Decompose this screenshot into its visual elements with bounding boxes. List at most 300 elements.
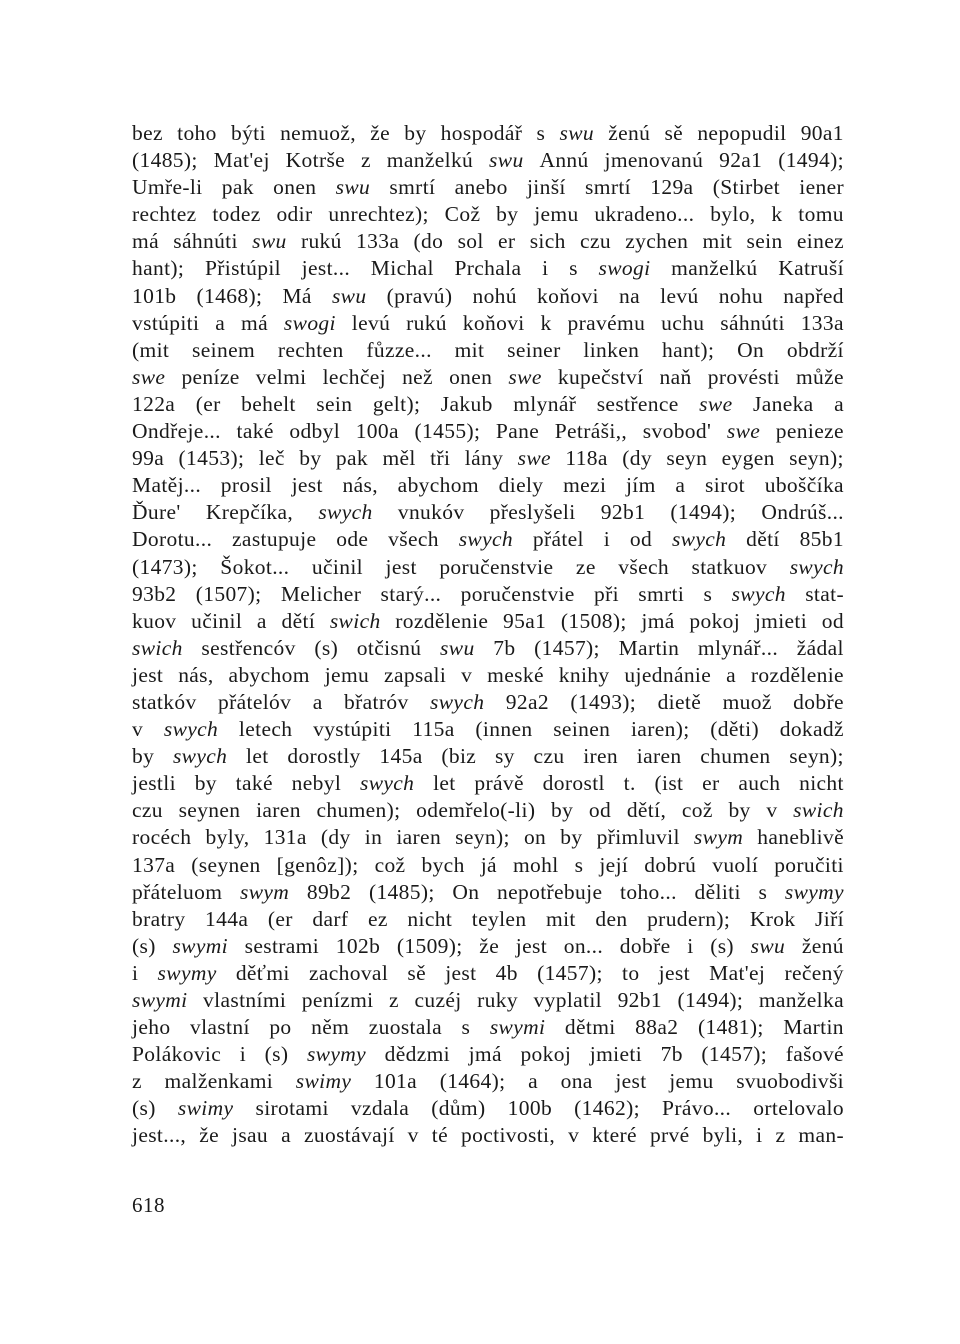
italic-word: swich	[793, 798, 844, 823]
word: Ondrúš...	[761, 500, 844, 525]
word: (1457);	[537, 960, 603, 985]
word: mit	[454, 337, 485, 362]
word: jest	[658, 960, 690, 985]
word: její	[599, 852, 629, 877]
word: (s)	[314, 635, 339, 660]
word: (1494);	[778, 148, 844, 173]
italic-word: swych	[731, 581, 786, 606]
italic-word: swogi	[598, 256, 651, 281]
word: Polákovic	[132, 1042, 222, 1067]
word: sestrami	[244, 933, 320, 958]
word: koňovi	[462, 310, 525, 335]
word: 131a	[263, 825, 307, 850]
word: provésti	[707, 364, 780, 389]
italic-word: swu	[489, 148, 524, 173]
word: (dy	[622, 446, 652, 471]
word: todez	[212, 202, 261, 227]
word: Kotrše	[285, 148, 346, 173]
word: er	[498, 229, 516, 254]
word: by	[299, 446, 322, 471]
word: poručenstvie	[439, 554, 554, 579]
word: Janeka	[752, 391, 814, 416]
word: ženú	[801, 933, 844, 958]
word: koňovi	[537, 283, 599, 308]
word: iren	[583, 744, 619, 769]
word: knihy	[558, 662, 610, 687]
word: statkuov	[691, 554, 768, 579]
word: statkóv	[132, 689, 197, 714]
word: toho...	[620, 879, 677, 904]
text-line	[132, 906, 844, 933]
word: a	[281, 1123, 291, 1148]
word: behelt	[241, 391, 296, 416]
text-line	[132, 554, 844, 581]
word: (dům)	[431, 1096, 486, 1121]
word: 144a	[205, 906, 249, 931]
italic-word: swymy	[157, 960, 217, 985]
word: i	[542, 256, 549, 281]
word: jemu	[534, 202, 579, 227]
word: fůzze...	[366, 337, 432, 362]
word: jím	[625, 473, 656, 498]
word: zapsali	[384, 662, 447, 687]
word: 92a2	[505, 689, 549, 714]
word: letech	[238, 717, 293, 742]
word: (s)	[132, 933, 156, 958]
word: sol	[457, 229, 484, 254]
word: 93b2	[132, 581, 177, 606]
word: (s)	[264, 1042, 289, 1067]
word: dětmi	[564, 1015, 616, 1040]
word: Michal	[370, 256, 434, 281]
word: by	[404, 121, 427, 145]
word: nicht	[799, 771, 844, 796]
word: zychen	[625, 229, 689, 254]
word: haneblivě	[757, 825, 844, 850]
word: 122a	[132, 391, 176, 416]
word: ortelovalo	[753, 1096, 844, 1121]
word: byli,	[702, 1123, 744, 1148]
word: (1493);	[570, 689, 637, 714]
word: cuzéj	[414, 988, 462, 1012]
text-line	[132, 987, 844, 1014]
italic-word: swych	[430, 689, 485, 714]
word: sestřence	[596, 391, 679, 416]
word: bratry	[132, 906, 186, 931]
italic-word: swimy	[295, 1069, 352, 1094]
word: 92b1	[600, 500, 646, 525]
word: jest	[445, 960, 477, 985]
word: (1453);	[178, 446, 245, 471]
word: by	[728, 798, 751, 823]
word: On	[737, 337, 765, 362]
word: ona	[560, 1069, 593, 1094]
word: 145a	[379, 744, 423, 769]
word: sáhnúti	[720, 310, 785, 335]
word: onen	[449, 364, 493, 389]
word: jest	[385, 554, 417, 579]
word: v	[461, 662, 473, 687]
italic-word: swych	[163, 717, 219, 742]
italic-word: swymy	[306, 1042, 367, 1067]
word: Pane	[495, 419, 540, 444]
word: lechčej	[322, 364, 386, 389]
word: malženkami	[164, 1069, 274, 1094]
word: ode	[336, 527, 369, 552]
word: (dy	[320, 825, 351, 850]
word: vuolí	[712, 852, 759, 877]
word: mezi	[563, 473, 607, 498]
word: s	[758, 879, 768, 904]
word: a	[312, 689, 323, 714]
text-line	[132, 174, 844, 201]
italic-word: swych	[359, 771, 415, 796]
word: seyn);	[789, 744, 844, 769]
word: což	[374, 852, 406, 877]
word: než	[402, 364, 433, 389]
italic-word: swych	[789, 554, 844, 579]
word: 102b	[335, 933, 381, 958]
word: sirotami	[255, 1096, 329, 1121]
word: ruky	[477, 988, 518, 1012]
text-line	[132, 581, 844, 608]
word: er	[702, 771, 720, 796]
text-line	[132, 201, 844, 228]
text-line	[132, 960, 844, 987]
word: czu	[132, 798, 163, 823]
word: 133a	[800, 310, 844, 335]
text-line	[132, 1014, 844, 1041]
word: Jakub	[440, 391, 493, 416]
word: odir	[276, 202, 313, 227]
word: t.	[623, 771, 636, 796]
word: dietě	[657, 689, 702, 714]
word: eygen	[721, 446, 775, 471]
word: jestli	[132, 771, 176, 796]
word: ženú	[608, 121, 651, 145]
word: unrechtez);	[328, 202, 429, 227]
word: uchu	[661, 310, 705, 335]
word: dětí	[281, 608, 316, 633]
word: jest	[615, 1069, 647, 1094]
word: Umře-li	[132, 175, 203, 200]
word: že	[479, 933, 500, 958]
word: v	[407, 1123, 419, 1148]
text-line	[132, 499, 844, 526]
word: abychom	[397, 473, 479, 498]
word: on	[523, 825, 547, 850]
word: rechten	[277, 337, 344, 362]
word: i	[756, 1123, 763, 1148]
word: má	[132, 229, 159, 254]
word: vlastními	[203, 988, 287, 1012]
word: Matěj...	[132, 473, 202, 498]
italic-word: swu	[440, 635, 475, 660]
word: rukú	[406, 310, 447, 335]
word: (mit	[132, 337, 170, 362]
word: bez	[132, 121, 163, 145]
text-line	[132, 689, 844, 716]
word: bylo,	[710, 202, 756, 227]
word: s	[703, 581, 713, 606]
word: odemřelo(-li)	[416, 798, 536, 823]
word: (innen	[475, 717, 533, 742]
word: seinem	[192, 337, 256, 362]
word: jest...	[301, 256, 351, 281]
word: Má	[282, 283, 312, 308]
text-line	[132, 797, 844, 824]
word: nepotřebuje	[497, 879, 603, 904]
word: lány	[464, 446, 504, 471]
word: teylen	[471, 906, 527, 931]
word: chumen);	[316, 798, 401, 823]
word: (1508);	[560, 608, 627, 633]
word: nohu	[718, 283, 764, 308]
word: 90a1	[800, 121, 844, 145]
word: dobře	[793, 689, 844, 714]
word: ez	[368, 906, 388, 931]
word: že	[199, 1123, 219, 1148]
word: nepopudil	[697, 121, 787, 145]
word: byly,	[205, 825, 250, 850]
word: i	[603, 527, 611, 552]
text-line	[132, 418, 844, 445]
word: Martin	[618, 635, 680, 660]
word: (1481);	[697, 1015, 764, 1040]
word: ukradeno...	[594, 202, 695, 227]
word: po	[269, 1015, 292, 1040]
word: fašové	[785, 1042, 844, 1067]
word: obdrží	[786, 337, 844, 362]
word: nohú	[472, 283, 517, 308]
word: prosil	[220, 473, 272, 498]
word: mlynář	[513, 391, 577, 416]
word: děliti	[694, 879, 741, 904]
word: jmieti	[589, 1042, 643, 1067]
word: ujednánie	[624, 662, 712, 687]
italic-word: swu	[331, 283, 367, 308]
word: anebo	[454, 175, 508, 200]
italic-word: swogi	[283, 310, 336, 335]
word: poručiti	[774, 852, 844, 877]
word: on...	[563, 933, 604, 958]
word: seyn	[666, 446, 708, 471]
text-line	[132, 337, 844, 364]
word: zachoval	[308, 960, 389, 985]
text-line	[132, 852, 844, 879]
word: pravému	[567, 310, 646, 335]
text-line	[132, 1068, 844, 1095]
text-line	[132, 120, 844, 147]
italic-word: swich	[329, 608, 381, 633]
word: nás,	[178, 662, 214, 687]
word: rocéch	[132, 825, 192, 850]
word: diely	[498, 473, 544, 498]
word: z	[360, 148, 371, 173]
italic-word: swe	[726, 419, 761, 444]
text-line	[132, 255, 844, 282]
word: od	[629, 527, 653, 552]
italic-word: swu	[252, 229, 287, 254]
word: pak	[335, 446, 368, 471]
text-line	[132, 310, 844, 337]
word: let	[433, 771, 456, 796]
text-line	[132, 147, 844, 174]
word: (1509);	[396, 933, 463, 958]
word: (1473);	[132, 554, 198, 579]
italic-word: swych	[458, 527, 513, 552]
word: jmá	[641, 608, 675, 633]
word: od	[821, 608, 844, 633]
text-line	[132, 770, 844, 797]
word: právě	[474, 771, 524, 796]
word: vystúpiti	[313, 717, 392, 742]
word: poručenstvie	[460, 581, 575, 606]
italic-word: swymi	[489, 1015, 546, 1040]
word: (seynen	[191, 852, 261, 877]
word: levú	[660, 283, 699, 308]
word: iaren	[636, 744, 682, 769]
italic-word: swym	[693, 825, 744, 850]
word: 85b1	[799, 527, 844, 552]
word: z	[389, 988, 399, 1012]
word: což	[681, 798, 713, 823]
word: iaren	[396, 825, 442, 850]
word: z	[132, 1069, 142, 1094]
word: a	[726, 662, 736, 687]
word: smrti	[638, 581, 685, 606]
word: seinen	[553, 717, 611, 742]
word: 88a2	[635, 1015, 679, 1040]
word: svuobodivši	[736, 1069, 844, 1094]
word: 137a	[132, 852, 176, 877]
word: hant);	[662, 337, 715, 362]
word: sein	[746, 229, 783, 254]
word: starý...	[380, 581, 442, 606]
word: sě	[407, 960, 426, 985]
text-line	[132, 635, 844, 662]
word: Katruší	[778, 256, 844, 281]
word: bych	[421, 852, 465, 877]
word: On	[452, 879, 480, 904]
word: všech	[388, 527, 439, 552]
word: (děti)	[710, 717, 759, 742]
word: nicht	[407, 906, 453, 931]
text-line	[132, 526, 844, 553]
italic-word: swych	[318, 500, 373, 525]
word: (1494);	[677, 988, 744, 1012]
word: učinil	[311, 554, 363, 579]
italic-word: swimy	[177, 1096, 234, 1121]
word: také	[235, 771, 273, 796]
word: einez	[796, 229, 844, 254]
word: naň	[659, 364, 692, 389]
word: vnukóv	[397, 500, 465, 525]
word: iaren	[256, 798, 301, 823]
text-line	[132, 1041, 844, 1068]
word: býti	[230, 121, 266, 145]
word: 101a	[373, 1069, 418, 1094]
word: nemuož,	[280, 121, 356, 145]
word: kupečství	[557, 364, 644, 389]
word: (1468);	[196, 283, 263, 308]
word: a	[256, 608, 267, 633]
word: Krok	[749, 906, 796, 931]
italic-word: swe	[699, 391, 733, 416]
word: jeho	[132, 1015, 171, 1040]
word: let	[246, 744, 269, 769]
word: czu	[533, 744, 565, 769]
word: levú	[351, 310, 391, 335]
text-line	[132, 283, 844, 310]
page-body	[132, 120, 844, 1150]
word: seiner	[507, 337, 561, 362]
italic-word: swu	[559, 121, 594, 145]
word: k	[771, 202, 783, 227]
word: dobře	[619, 933, 671, 958]
italic-word: swych	[172, 744, 228, 769]
word: 133a	[356, 229, 400, 254]
word: učinil	[191, 608, 243, 633]
italic-word: swych	[671, 527, 727, 552]
word: něm	[311, 1015, 350, 1040]
word: 89b2	[306, 879, 352, 904]
word: k	[540, 310, 552, 335]
text-line	[132, 662, 844, 689]
word: jemu	[324, 662, 370, 687]
word: seyn);	[455, 825, 510, 850]
word: sy	[494, 744, 515, 769]
word: toho	[177, 121, 217, 145]
word: od	[588, 798, 612, 823]
word: s	[569, 256, 578, 281]
text-line	[132, 933, 844, 960]
word: ze	[575, 554, 596, 579]
word: (s)	[710, 933, 734, 958]
word: (s)	[132, 1096, 156, 1121]
word: přátelóv	[218, 689, 292, 714]
word: přátel	[532, 527, 584, 552]
text-line	[132, 1095, 844, 1122]
word: stat-	[805, 581, 844, 606]
word: v	[568, 1123, 580, 1148]
word: rečený	[784, 960, 844, 985]
word: velmi	[255, 364, 307, 389]
word: a	[215, 310, 226, 335]
text-line	[132, 716, 844, 743]
word: hospodář	[440, 121, 523, 145]
word: mohl	[512, 852, 559, 877]
italic-word: swu	[335, 175, 371, 200]
word: 129a	[650, 175, 694, 200]
word: zuostala	[368, 1015, 442, 1040]
word: jsau	[232, 1123, 269, 1148]
word: dorostly	[287, 744, 361, 769]
italic-word: swich	[132, 635, 183, 660]
word: 4b	[495, 960, 518, 985]
word: den	[595, 906, 628, 931]
word: sáhnúti	[173, 229, 238, 254]
word: Martin	[783, 1015, 844, 1040]
word: (er	[195, 391, 221, 416]
word: leč	[258, 446, 285, 471]
word: dědzmi	[384, 1042, 450, 1067]
word: hant);	[132, 256, 185, 281]
word: czu	[580, 229, 611, 254]
italic-word: swym	[240, 879, 290, 904]
word: by	[496, 202, 519, 227]
word: tři	[430, 446, 451, 471]
